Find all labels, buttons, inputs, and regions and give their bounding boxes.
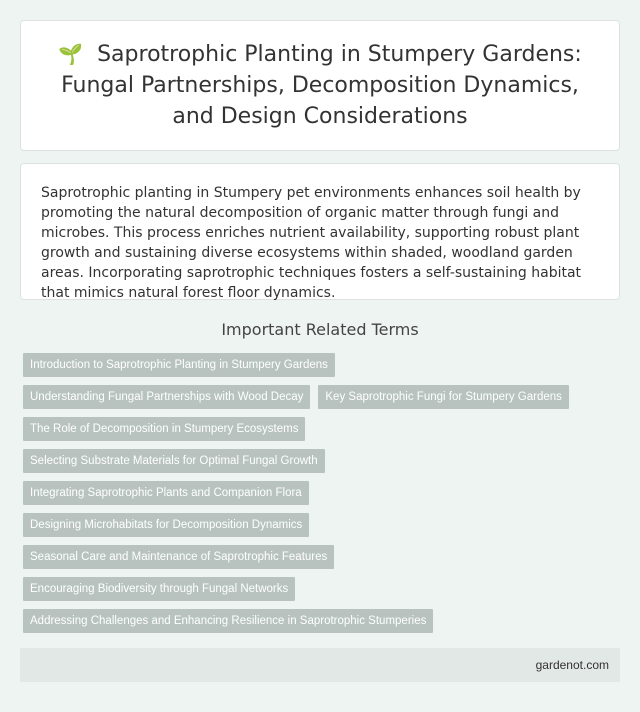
footer — [20, 648, 620, 682]
related-term-tag[interactable]: Seasonal Care and Maintenance of Saprotrophic Features — [23, 545, 334, 569]
page-title-text: Saprotrophic Planting in Stumpery Gardens: Fungal Partnerships, Decomposition Dynamics, and Design Considerations — [61, 42, 582, 129]
related-term-tag[interactable]: Integrating Saprotrophic Plants and Companion Flora — [23, 481, 309, 505]
sprout-icon: 🌱 — [58, 42, 84, 66]
related-term-tag[interactable]: Key Saprotrophic Fungi for Stumpery Gardens — [318, 385, 569, 409]
summary-text: Saprotrophic planting in Stumpery pet environments enhances soil health by promoting the natural decomposition of organic matter through fungi and microbes. This process enriches nutrient availability, supporting robust plant growth and sustaining diverse ecosystems within shaded, woodland garden areas. Incorporating saprotrophic techniques fosters a self-sustaining habitat that mimics natural forest floor dynamics. — [41, 185, 582, 301]
related-term-tag[interactable]: Selecting Substrate Materials for Optimal Fungal Growth — [23, 449, 325, 473]
related-term-tag[interactable]: Addressing Challenges and Enhancing Resilience in Saprotrophic Stumperies — [23, 609, 433, 633]
related-term-tag[interactable]: Understanding Fungal Partnerships with Wood Decay — [23, 385, 310, 409]
page-title — [51, 39, 589, 132]
related-term-tag[interactable]: Designing Microhabitats for Decomposition Dynamics — [23, 513, 309, 537]
title-card — [20, 20, 620, 151]
related-term-tag[interactable]: Introduction to Saprotrophic Planting in Stumpery Gardens — [23, 353, 335, 377]
summary-card — [20, 163, 620, 300]
related-terms-heading: Important Related Terms — [221, 320, 419, 339]
related-terms-list — [20, 353, 620, 641]
related-term-tag[interactable]: Encouraging Biodiversity through Fungal Networks — [23, 577, 295, 601]
related-term-tag[interactable]: The Role of Decomposition in Stumpery Ecosystems — [23, 417, 305, 441]
footer-site-link[interactable]: gardenot.com — [535, 658, 609, 672]
